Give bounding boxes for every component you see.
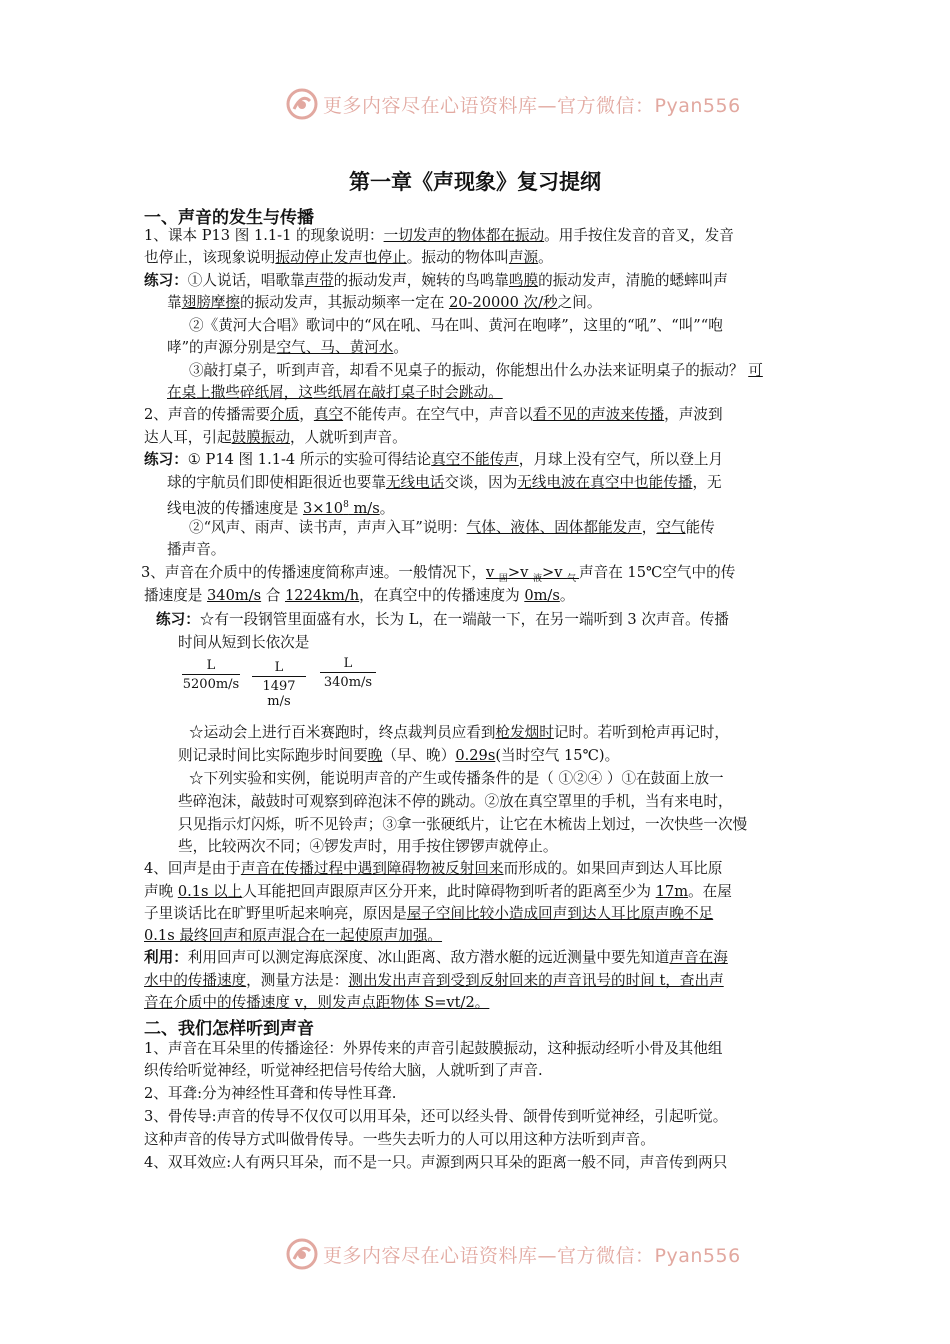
exercise-3-line-1: ③敲打桌子，听到声音，却看不见桌子的振动，你能想出什么办法来证明桌子的振动？ 可 (189, 362, 763, 379)
exercise-6-line-2: 时间从短到长依次是 (178, 634, 310, 651)
fraction-steel: $\frac{L}{5200m/s}$ (182, 658, 240, 692)
para-4-line-3: 子里谈话比在旷野里听起来响亮，原因是屋子空间比较小造成回声到达人耳比原声晚不足 (144, 905, 714, 922)
fraction-water: $\frac{L}{1497m/s}$ (252, 660, 306, 709)
para-4-line-1: 4、回声是由于声音在传播过程中遇到障碍物被反射回来而形成的。如果回声到达人耳比原 (144, 860, 723, 877)
exercise-7-line-2: 则记录时间比实际跑步时间要晚（早、晚）0.29s(当时空气 15℃)。 (178, 747, 620, 764)
exercise-4-line-2: 球的宇航员们即使相距很近也要靠无线电话交谈，因为无线电波在真空中也能传播，无 (167, 474, 722, 491)
watermark-bottom (285, 1234, 805, 1274)
logo-icon (285, 87, 319, 121)
exercise-6-line-1: 练习：☆有一段钢管里面盛有水，长为 L，在一端敲一下，在另一端听到 3 次声音。传播 (156, 611, 729, 628)
para-1-line-1: 1、课本 P13 图 1.1-1 的现象说明：一切发声的物体都在振动。用手按住发音的音叉，发音 (144, 227, 734, 244)
exercise-3-line-2: 在桌上撒些碎纸屑，这些纸屑在敲打桌子时会跳动。 (167, 384, 503, 401)
usage-line-3: 音在介质中的传播速度 v，则发声点距物体 S=vt/2。 (144, 994, 490, 1011)
para-2-line-2: 达人耳，引起鼓膜振动，人就听到声音。 (144, 429, 407, 446)
watermark-top (285, 84, 805, 124)
para-1-line-2: 也停止，该现象说明振动停止发声也停止。振动的物体叫声源。 (144, 249, 553, 266)
watermark-text: 更多内容尽在心语资料库—官方微信：Pyan556 (323, 1244, 741, 1267)
exercise-1-line-2: 靠翅膀摩擦的振动发声，其振动频率一定在 20-20000 次/秒之间。 (167, 294, 602, 311)
exercise-8-line-2: 些碎泡沫，敲鼓时可观察到碎泡沫不停的跳动。②放在真空罩里的手机，当有来电时， (178, 793, 733, 810)
para-4-line-2: 声晚 0.1s 以上人耳能把回声跟原声区分开来，此时障碍物到听者的距离至少为 17m。在屋 (144, 883, 732, 900)
exercise-7-line-1: ☆运动会上进行百米赛跑时，终点裁判员应看到枪发烟时记时。若听到枪声再记时， (189, 724, 730, 741)
s2-line-2: 织传给听觉神经，听觉神经把信号传给大脑，人就听到了声音. (144, 1062, 543, 1079)
exercise-5-line-1: ②“风声、雨声、读书声，声声入耳”说明：气体、液体、固体都能发声，空气能传 (189, 519, 715, 536)
section-heading-2: 二、我们怎样听到声音 (144, 1019, 314, 1039)
s2-line-3: 2、耳聋:分为神经性耳聋和传导性耳聋. (144, 1085, 397, 1102)
para-3-line-1: 3、声音在介质中的传播速度简称声速。一般情况下，v $_固$>v $_液$>v $_气$ 声音在 15℃空气中的传 (141, 564, 736, 584)
exercise-2-line-2: 哮”的声源分别是空气、马、黄河水。 (167, 339, 408, 356)
exercise-4-line-3: 线电波的传播速度是 $3\times 10^8$ m/s。 (167, 499, 395, 517)
exercise-4-line-1: 练习：① P14 图 1.1-4 所示的实验可得结论真空不能传声，月球上没有空气，所以登上月 (144, 451, 724, 468)
exercise-5-line-2: 播声音。 (167, 541, 226, 558)
exercise-8-line-3: 只见指示灯闪烁，听不见铃声；③拿一张硬纸片，让它在木梳齿上划过，一次快些一次慢 (178, 816, 748, 833)
s2-line-6: 4、双耳效应:人有两只耳朵，而不是一只。声源到两只耳朵的距离一般不同，声音传到两只 (144, 1154, 728, 1171)
exercise-1-line-1: 练习：①人说话，唱歌靠声带的振动发声，婉转的鸟鸣靠鸣膜的振动发声，清脆的蟋蟀叫声 (144, 272, 728, 289)
section-heading-1: 一、声音的发生与传播 (144, 208, 314, 228)
para-3-line-2: 播速度是 340m/s 合 1224km/h，在真空中的传播速度为 0m/s。 (144, 587, 575, 604)
usage-line-2: 水中的传播速度，测量方法是：测出发出声音到受到反射回来的声音讯号的时间 t，查出声 (144, 972, 724, 989)
s2-line-1: 1、声音在耳朵里的传播途径：外界传来的声音引起鼓膜振动，这种振动经听小骨及其他组 (144, 1040, 723, 1057)
para-4-line-4: 0.1s 最终回声和原声混合在一起使原声加强。 (144, 927, 443, 944)
usage-line-1: 利用：利用回声可以测定海底深度、冰山距离、敌方潜水艇的远近测量中要先知道声音在海 (144, 949, 728, 966)
exercise-8-line-4: 些，比较两次不同；④锣发声时，用手按住锣锣声就停止。 (178, 838, 558, 855)
fraction-air: $\frac{L}{340m/s}$ (320, 656, 376, 690)
page-title: 第一章《声现象》复习提纲 (349, 170, 601, 194)
s2-line-4: 3、骨传导:声音的传导不仅仅可以用耳朵，还可以经头骨、颌骨传到听觉神经，引起听觉。 (144, 1108, 728, 1125)
logo-icon (285, 1237, 319, 1271)
exercise-8-line-1: ☆下列实验和实例，能说明声音的产生或传播条件的是（ ①②④ ）①在鼓面上放一 (189, 770, 724, 787)
exercise-2-line-1: ②《黄河大合唱》歌词中的“风在吼、马在叫、黄河在咆哮”，这里的“吼”、“叫”“咆 (189, 317, 723, 334)
watermark-text: 更多内容尽在心语资料库—官方微信：Pyan556 (323, 94, 741, 117)
para-2-line-1: 2、声音的传播需要介质，真空不能传声。在空气中，声音以看不见的声波来传播，声波到 (144, 406, 723, 423)
s2-line-5: 这种声音的传导方式叫做骨传导。一些失去听力的人可以用这种方法听到声音。 (144, 1131, 655, 1148)
